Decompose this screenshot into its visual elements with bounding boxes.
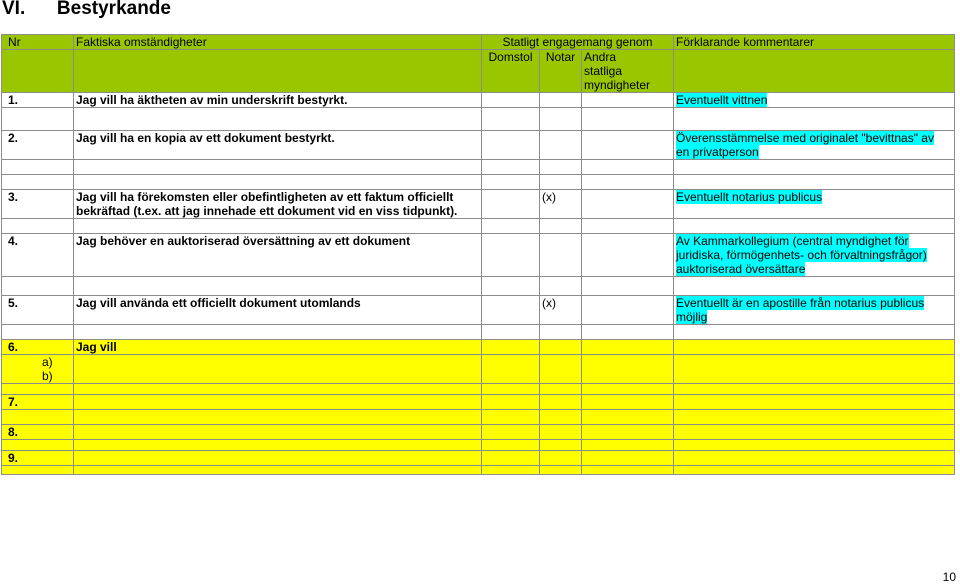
table-row <box>2 93 955 108</box>
table-row-sub <box>2 355 955 384</box>
header-notary: Notar <box>540 50 582 93</box>
spacer-row <box>2 466 955 475</box>
row-number: 5. <box>2 296 74 325</box>
row-comment: Eventuellt notarius publicus <box>674 190 955 219</box>
row-text: Jag vill <box>74 340 482 355</box>
section-numeral: VI. <box>2 0 26 19</box>
certification-table <box>1 34 955 475</box>
spacer-row <box>2 325 955 340</box>
table-row <box>2 425 955 440</box>
header-facts: Faktiska omständigheter <box>74 35 482 50</box>
row-number: 9. <box>2 451 74 466</box>
row-number: 7. <box>2 395 74 410</box>
row-text: Jag vill ha en kopia av ett dokument bestyrkt. <box>74 131 482 160</box>
table-row <box>2 131 955 160</box>
section-heading <box>2 0 171 20</box>
spacer-row <box>2 277 955 296</box>
table-row <box>2 190 955 219</box>
row-mark: (x) <box>540 190 582 219</box>
row-text: Jag behöver en auktoriserad översättning av ett dokument <box>74 234 482 277</box>
row-text: Jag vill ha äktheten av min underskrift bestyrkt. <box>74 93 482 108</box>
row-number: 1. <box>2 93 74 108</box>
row-number: 8. <box>2 425 74 440</box>
spacer-row <box>2 108 955 131</box>
spacer-row <box>2 384 955 395</box>
row-comment: Eventuellt vittnen <box>674 93 955 108</box>
row-sub-label: a) b) <box>2 355 74 384</box>
spacer-row <box>2 219 955 234</box>
spacer-row <box>2 175 955 190</box>
table-row <box>2 340 955 355</box>
spacer-row <box>2 440 955 451</box>
header-engagement: Statligt engagemang genom <box>482 35 674 50</box>
header-court: Domstol <box>482 50 540 93</box>
row-number: 4. <box>2 234 74 277</box>
table-row <box>2 234 955 277</box>
header-comments: Förklarande kommentarer <box>674 35 955 50</box>
row-number: 2. <box>2 131 74 160</box>
row-mark: (x) <box>540 296 582 325</box>
header-other-authorities: Andra statliga myndigheter <box>582 50 674 93</box>
spacer-row <box>2 410 955 425</box>
table-row <box>2 451 955 466</box>
row-number: 3. <box>2 190 74 219</box>
table-row <box>2 296 955 325</box>
header-row <box>2 35 955 50</box>
row-comment: Överensstämmelse med originalet "bevittnas" av en privatperson <box>674 131 955 160</box>
row-comment: Av Kammarkollegium (central myndighet för juridiska, förmögenhets- och förvaltningsfrågor) auktoriserad översättare <box>674 234 955 277</box>
header-nr: Nr <box>2 35 74 50</box>
row-text: Jag vill använda ett officiellt dokument utomlands <box>74 296 482 325</box>
section-title: Bestyrkande <box>56 0 171 19</box>
row-text: Jag vill ha förekomsten eller obefintligheten av ett faktum officiellt bekräftad (t.ex. att jag innehade ett dokument vid en viss tidpunkt). <box>74 190 482 219</box>
header-subrow <box>2 50 955 93</box>
row-comment: Eventuellt är en apostille från notarius publicus möjlig <box>674 296 955 325</box>
page-number: 10 <box>942 570 956 584</box>
table-row <box>2 395 955 410</box>
row-number: 6. <box>2 340 74 355</box>
spacer-row <box>2 160 955 175</box>
